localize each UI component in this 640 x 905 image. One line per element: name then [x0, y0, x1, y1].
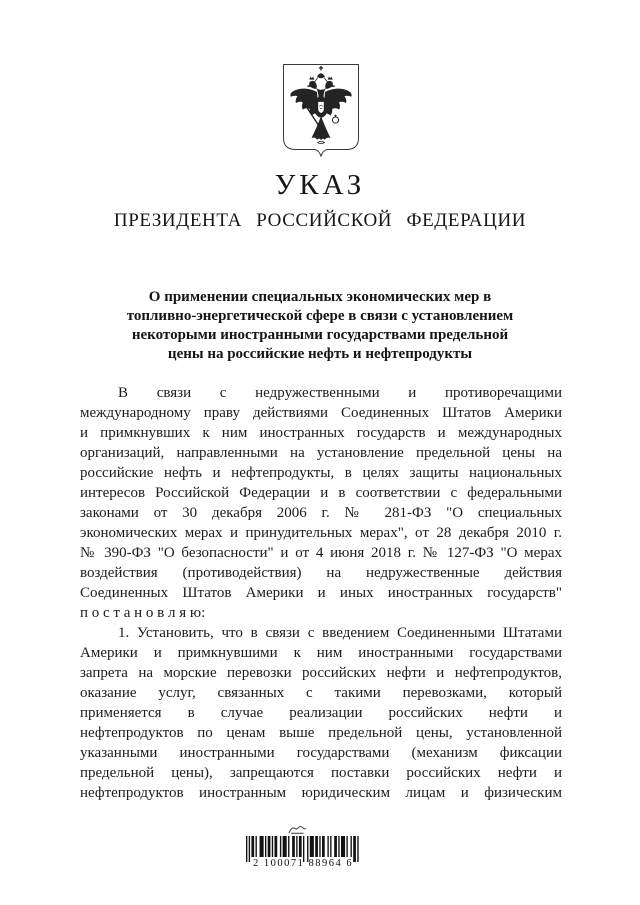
body-line: международному праву действиями Соединенных Штатов Америки: [80, 405, 562, 421]
body-line: В связи с недружественными и противоречащими: [118, 385, 562, 401]
handwritten-mark-icon: [288, 824, 308, 835]
body-line: Америки и примкнувшими к ним иностранными государствами: [80, 645, 562, 661]
body-line: законами от 30 декабря 2006 г. № 281-ФЗ "О специальных: [80, 505, 562, 521]
coat-of-arms-icon: [280, 62, 362, 158]
body-line: экономических мерах и принудительных мерах", от 28 декабря 2010 г.: [80, 525, 562, 541]
body-line: организаций, направленными на установление предельной цены на: [80, 445, 562, 461]
decree-title: УКАЗ: [274, 169, 366, 201]
decree-subject-heading: [95, 288, 545, 364]
decree-body: [80, 383, 562, 803]
heading-line: цены на российские нефть и нефтепродукты: [167, 346, 473, 362]
body-line: и примкнувших к ним иностранных государств и международных: [80, 425, 562, 441]
heading-line: некоторыми иностранными государствами предельной: [131, 327, 509, 343]
body-line: нефтепродуктов по ценам выше предельной цены, установленной: [80, 725, 562, 741]
body-line: оказание услуг, связанных с такими перевозками, который: [80, 685, 562, 701]
body-line: нефтепродуктов иностранным юридическим лицам и физическим: [80, 785, 562, 801]
heading-line: О применении специальных экономических мер в: [148, 289, 492, 305]
body-line: воздействия (противодействия) на недружественные действия: [80, 565, 562, 581]
barcode: [246, 824, 366, 869]
body-line: 1. Установить, что в связи с введением Соединенными Штатами: [118, 625, 562, 641]
body-line-postanovlyayu: п о с т а н о в л я ю:: [80, 605, 206, 621]
decree-issuer: ПРЕЗИДЕНТА РОССИЙСКОЙ ФЕДЕРАЦИИ: [113, 210, 527, 231]
barcode-number: 2 100071 88964 6: [252, 858, 354, 869]
body-line: предельной цены), запрещаются поставки российских нефти и: [80, 765, 562, 781]
body-line: применяется в случае реализации российских нефти и: [80, 705, 562, 721]
body-line: запрета на морские перевозки российских нефти и нефтепродуктов,: [80, 665, 562, 681]
body-line: интересов Российской Федерации и в соответствии с федеральными: [80, 485, 562, 501]
body-line: Соединенных Штатов Америки и иных иностранных государств": [80, 585, 562, 601]
body-line: № 390-ФЗ "О безопасности" и от 4 июня 2018 г. № 127-ФЗ "О мерах: [80, 545, 562, 561]
body-line: российские нефть и нефтепродукты, в целях защиты национальных: [80, 465, 562, 481]
body-line: указанными иностранными государствами (механизм фиксации: [80, 745, 562, 761]
heading-line: топливно-энергетической сфере в связи с установлением: [126, 308, 514, 324]
